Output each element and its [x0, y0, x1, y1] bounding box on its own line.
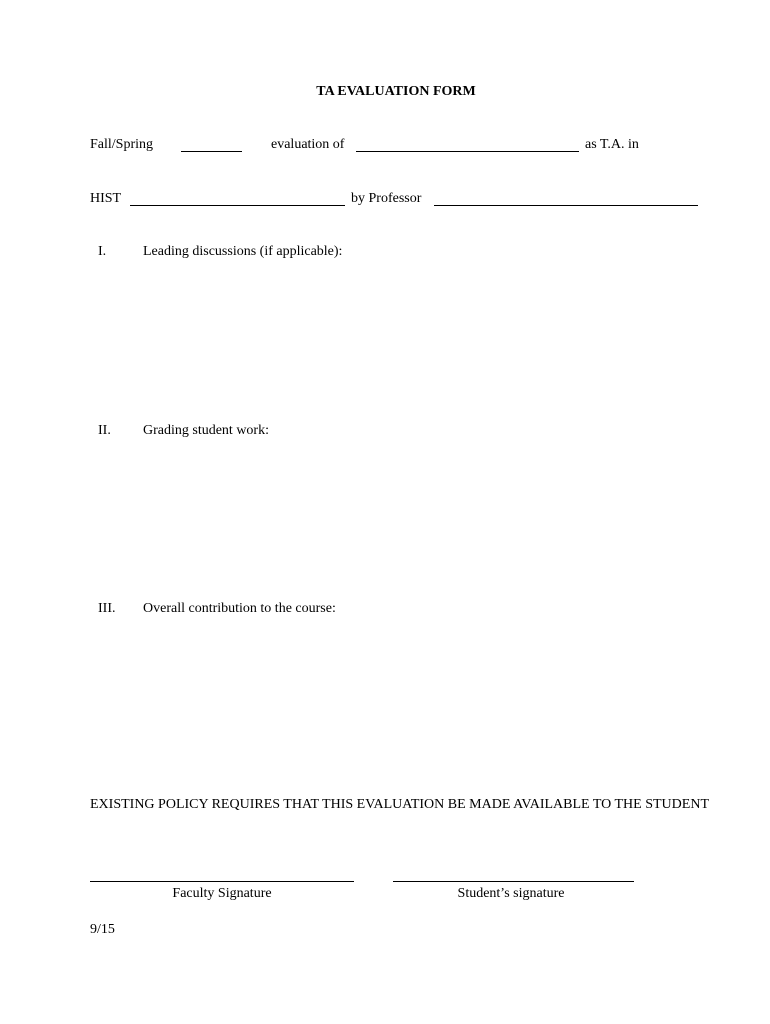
- faculty-signature-label: Faculty Signature: [172, 886, 272, 901]
- as-ta-label: as T.A. in: [585, 137, 639, 152]
- section-response-area-grading[interactable]: [90, 444, 710, 594]
- section-label-leading-discussions: Leading discussions (if applicable):: [143, 244, 343, 259]
- faculty-signature-line[interactable]: [90, 881, 354, 882]
- section-label-overall-contribution: Overall contribution to the course:: [143, 601, 336, 616]
- section-number: II.: [98, 423, 111, 438]
- policy-statement: EXISTING POLICY REQUIRES THAT THIS EVALUATION BE MADE AVAILABLE TO THE STUDENT: [90, 797, 709, 812]
- term-field[interactable]: [181, 151, 242, 152]
- student-signature-label: Student’s signature: [457, 886, 565, 901]
- form-title: TA EVALUATION FORM: [316, 84, 476, 99]
- section-response-area-leading-discussions[interactable]: [90, 265, 710, 415]
- section-number: I.: [98, 244, 107, 259]
- by-professor-label: by Professor: [351, 191, 422, 206]
- section-label-grading: Grading student work:: [143, 423, 269, 438]
- course-number-field[interactable]: [130, 205, 345, 206]
- evaluation-of-label: evaluation of: [271, 137, 345, 152]
- term-label: Fall/Spring: [90, 137, 154, 152]
- section-response-area-overall-contribution[interactable]: [90, 622, 710, 782]
- student-signature-line[interactable]: [393, 881, 634, 882]
- course-prefix-label: HIST: [90, 191, 122, 206]
- professor-name-field[interactable]: [434, 205, 698, 206]
- section-number: III.: [98, 601, 116, 616]
- form-version: 9/15: [90, 922, 115, 937]
- ta-name-field[interactable]: [356, 151, 579, 152]
